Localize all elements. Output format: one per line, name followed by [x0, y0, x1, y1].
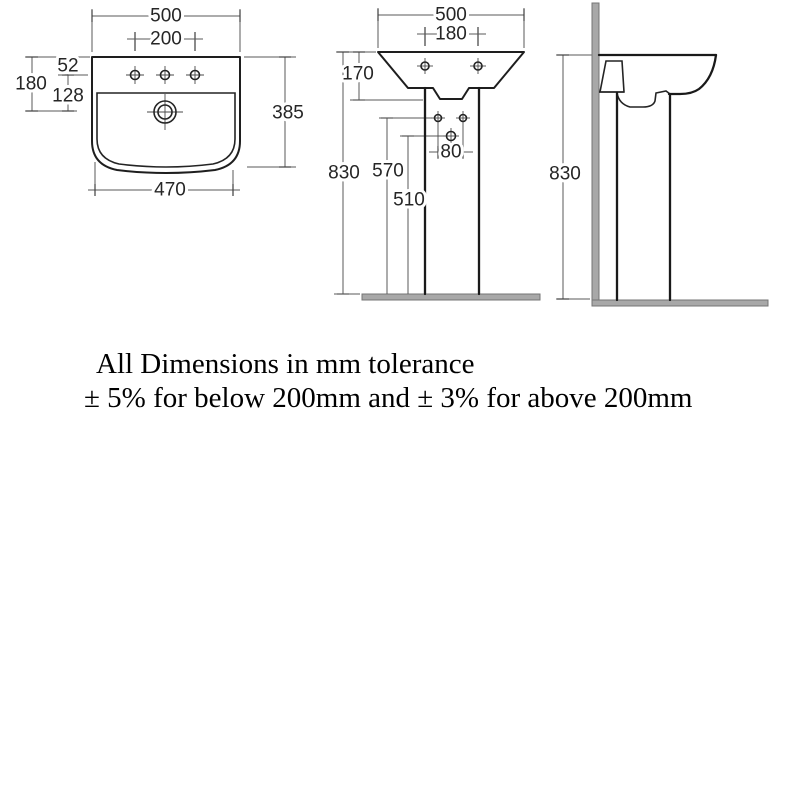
side-view — [549, 3, 768, 306]
dim-ped-overall-width: 500 — [435, 4, 467, 26]
side-tap-block — [600, 61, 624, 92]
side-pedestal — [617, 93, 670, 300]
dim-ped-tap-span: 180 — [435, 23, 467, 45]
wall-side — [592, 3, 599, 306]
dim-ped-lower-fixing-height: 510 — [393, 189, 425, 211]
dim-ped-overall-height: 830 — [328, 162, 360, 184]
pedestal-front-basin-outline — [378, 52, 524, 99]
pedestal-front-dim-lines — [334, 8, 524, 294]
floor-front — [362, 294, 540, 300]
dim-ped-upper-fixing-height: 570 — [372, 160, 404, 182]
basin-front-view — [15, 6, 304, 201]
dim-front-overall-width: 500 — [150, 5, 182, 27]
dim-front-rim-to-drain: 180 — [15, 73, 47, 95]
tolerance-note — [84, 347, 693, 415]
floor-side — [592, 300, 768, 306]
dim-front-rim-to-tap: 52 — [57, 55, 79, 77]
tolerance-note-line1: All Dimensions in mm tolerance — [96, 348, 475, 380]
dim-front-tap-span: 200 — [150, 28, 182, 50]
dim-ped-fixing-span: 80 — [440, 141, 462, 163]
dim-side-overall-height: 830 — [549, 163, 581, 185]
pedestal-front-view — [328, 5, 540, 301]
dim-front-tap-to-drain: 128 — [52, 85, 84, 107]
basin-front-outline — [92, 57, 240, 173]
side-basin-underside — [617, 91, 670, 107]
tolerance-note-line2: ± 5% for below 200mm and ± 3% for above 200mm — [84, 382, 693, 414]
dim-ped-basin-depth: 170 — [342, 63, 374, 85]
dim-front-basin-height: 385 — [272, 102, 304, 124]
dim-front-bottom-width: 470 — [154, 179, 186, 201]
